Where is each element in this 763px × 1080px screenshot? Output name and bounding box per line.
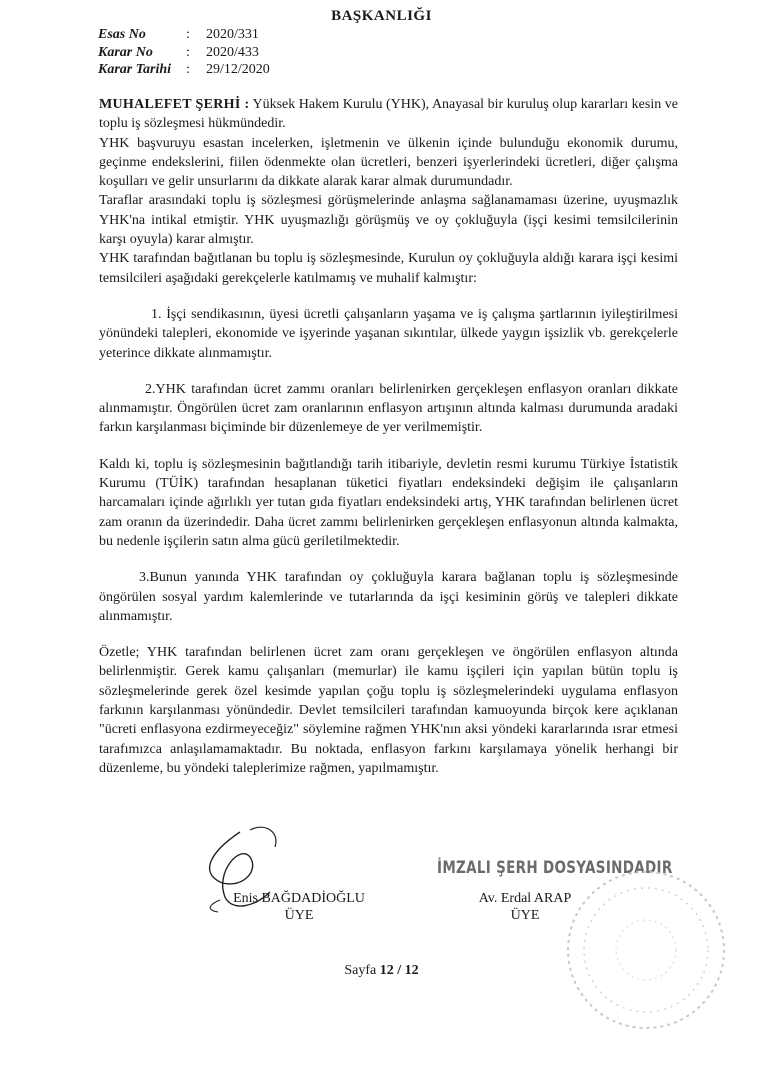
list-item-3: 3.Bunun yanında YHK tarafından oy çokluğuyla karara bağlanan toplu iş sözleşmesinde öngörülen sosyal yardım kalemlerinde ve tutarlarında da işçi kesiminin görüş ve talepleri dikkate alınmamıştır.	[99, 570, 678, 624]
meta-row-tarih	[98, 61, 270, 79]
dissent-label: MUHALEFET ŞERHİ :	[99, 97, 250, 112]
meta-label: Karar No	[98, 44, 153, 60]
meta-value: 29/12/2020	[206, 62, 270, 77]
signatory-role: ÜYE	[284, 908, 314, 923]
page-footer	[0, 963, 763, 979]
meta-colon: :	[186, 27, 190, 42]
paragraph: Kaldı ki, toplu iş sözleşmesinin bağıtlandığı tarih itibariyle, devletin resmi kurumu Türkiye İstatistik Kurumu (TÜİK) tarafından hesaplanan tüketici fiyatları endeksindeki değişim ile çalışanların harcamaları içinde ağırlıklı yer tutan gıda fiyatları endeksindeki artış, YHK tarafından belirlenen ücret zam oranın da üzerindedir. Daha ücret zammı belirlenirken gerçekleşen enflasyonun altında kalmakta, bu nedenle işçilerin satın alma gücü geriletilmektedir.	[99, 456, 678, 549]
document-body	[99, 95, 678, 778]
meta-label: Esas No	[98, 27, 146, 42]
meta-label: Karar Tarihi	[98, 62, 172, 77]
signatory-name: Av. Erdal ARAP	[478, 891, 572, 906]
meta-row-esas	[98, 26, 270, 44]
page-label: Sayfa	[344, 963, 380, 978]
signatory-name: Enis BAĞDADİOĞLU	[233, 891, 365, 906]
meta-row-karar	[98, 44, 270, 62]
seal-stamp	[556, 860, 736, 1040]
page-title: BAŞKANLIĞI	[331, 8, 432, 24]
page-number: 12 / 12	[379, 963, 419, 978]
list-item-1: 1. İşçi sendikasının, üyesi ücretli çalışanların yaşama ve iş çalışma şartlarının iyileştirilmesi yönündeki talepleri, ekonomide ve işyerinde yaşanan sıkıntılar, ülkede yaygın işsizlik vb. gerekçelerle yeterince dikkate alınmamıştır.	[99, 306, 678, 361]
signature-on-file-stamp: İMZALI ŞERH DOSYASINDADIR	[437, 858, 673, 878]
lead-text: Yüksek Hakem Kurulu (YHK), Anayasal bir kuruluş olup kararları kesin ve toplu iş sözleşmesi hükmündedir.	[99, 97, 679, 132]
lead-paragraph	[99, 95, 678, 134]
signatory-left	[214, 890, 384, 924]
meta-colon: :	[186, 44, 190, 60]
paragraph: Taraflar arasındaki toplu iş sözleşmesi görüşmelerinde anlaşma sağlanamaması üzerine, uyuşmazlık YHK'na intikal etmiştir. YHK uyuşmazlığı görüşmüş ve oy çokluğuyla (işçi kesimi temsilcilerinin karşı oyuyla) karar almıştır.	[99, 193, 678, 248]
meta-value: 2020/433	[206, 44, 259, 60]
signatory-right	[470, 890, 580, 924]
meta-colon: :	[186, 62, 190, 77]
list-item-2: 2.YHK tarafından ücret zammı oranları belirlenirken gerçekleşen enflasyon oranları dikkate alınmamıştır. Öngörülen ücret zam oranlarının enflasyon artışının altında kalması durumunda aradaki farkın karşılanması biçiminde bir düzenlemeye de yer verilmemiştir.	[99, 381, 678, 436]
paragraph: YHK tarafından bağıtlanan bu toplu iş sözleşmesinde, Kurulun oy çokluğuyla aldığı karara işçi kesimi temsilcileri aşağıdaki gerekçelerle katılmamış ve muhalif kalmıştır:	[99, 251, 678, 286]
case-meta	[98, 26, 270, 79]
summary-paragraph: Özetle; YHK tarafından belirlenen ücret zam oranı gerçekleşen ve öngörülen enflasyon altında belirlenmiştir. Gerek kamu çalışanları (memurlar) ile kamu işçileri için yapılan bütün toplu iş sözleşmelerinde gerek özel kesimde yapılan çoğu toplu iş sözleşmelerindeki uygulama enflasyon farkının karşılanması yönündedir. Devlet temsilcileri tarafından kamuoyunda birçok kere açıklanan "ücreti enflasyona ezdirmeyeceğiz" söylemine rağmen YHK'nın aksi yöndeki kararlarında ısrar etmesi tarafımızca anlaşılamamaktadır. Bu noktada, enflasyon farkını karşılamaya yönelik herhangi bir düzenleme, bu yöndeki taleplerimize rağmen, yapılmamıştır.	[99, 645, 678, 776]
signatory-role: ÜYE	[510, 908, 540, 923]
meta-value: 2020/331	[206, 27, 259, 42]
paragraph: YHK başvuruyu esastan incelerken, işletmenin ve ülkenin içinde bulunduğu ekonomik durumu, geçinme endekslerini, fiilen ödenmekte olan ücretleri, benzeri işyerlerindeki ücretleri, diğer çalışma koşulları ve gelir unsurlarını da dikkate alarak karar almak durumundadır.	[99, 135, 678, 190]
